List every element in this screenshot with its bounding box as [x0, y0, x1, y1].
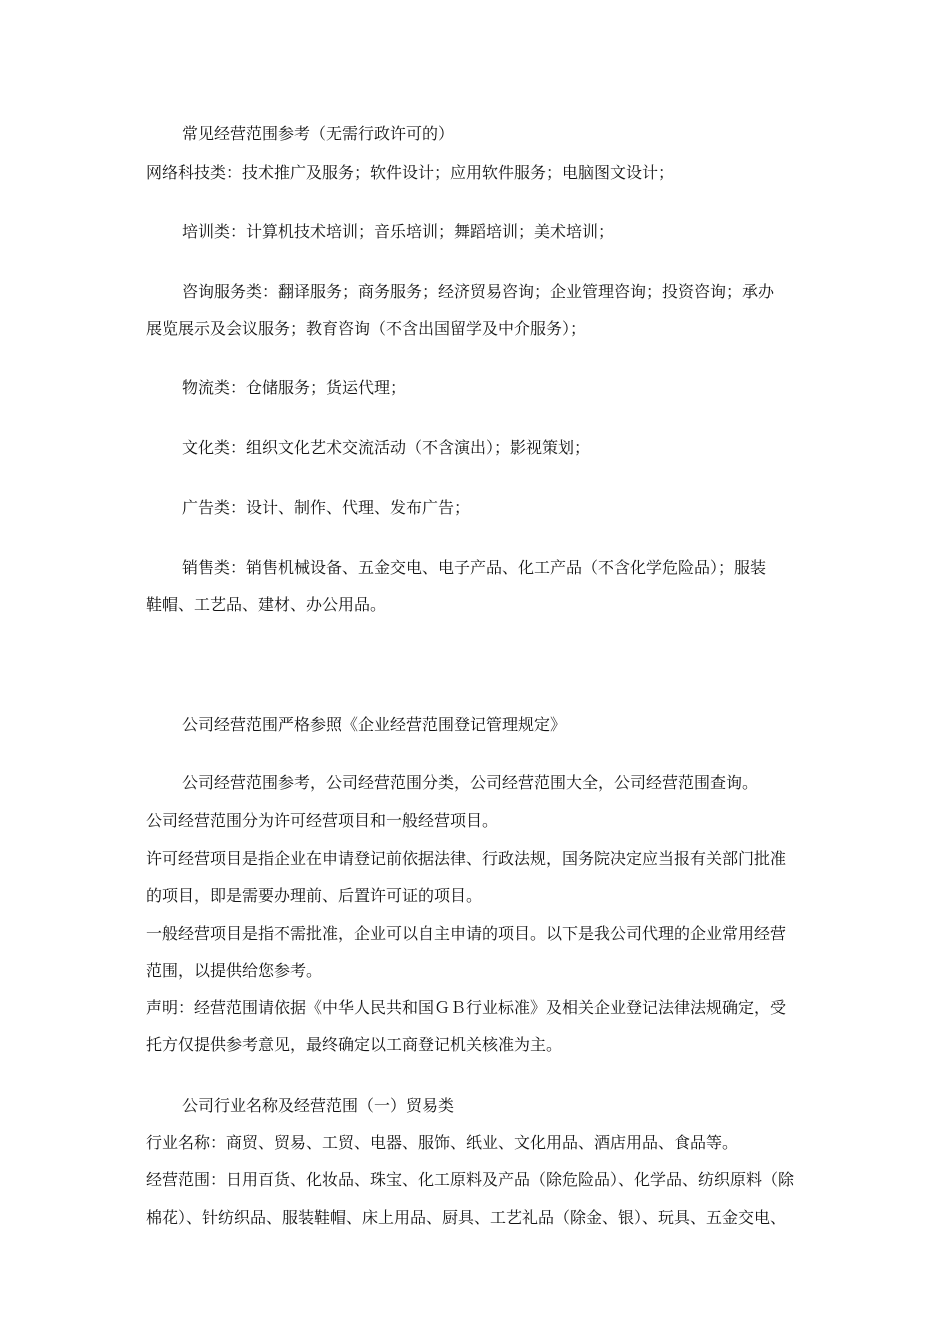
consulting-line-2: 展览展示及会议服务；教育咨询（不含出国留学及中介服务）； [146, 319, 587, 338]
scope-line-1: 经营范围：日用百货、化妆品、珠宝、化工原料及产品（除危险品）、化学品、纺织原料（除 [146, 1170, 795, 1189]
network-tech-line: 网络科技类：技术推广及服务；软件设计；应用软件服务；电脑图文设计； [146, 163, 675, 182]
statement-line-1: 声明：经营范围请依据《中华人民共和国ＧＢ行业标准》及相关企业登记法律法规确定，受 [146, 998, 787, 1017]
sales-line-1: 销售类：销售机械设备、五金交电、电子产品、化工产品（不含化学危险品）；服装 [182, 558, 767, 577]
industry-names-line: 行业名称：商贸、贸易、工贸、电器、服饰、纸业、文化用品、酒店用品、食品等。 [146, 1133, 739, 1152]
statement-line-2: 托方仅提供参考意见，最终确定以工商登记机关核准为主。 [146, 1035, 563, 1054]
section2-heading: 公司经营范围严格参照《企业经营范围登记管理规定》 [182, 715, 567, 734]
section1-title: 常见经营范围参考（无需行政许可的） [182, 124, 455, 143]
advertising-line: 广告类：设计、制作、代理、发布广告； [182, 498, 471, 517]
general-line-2: 范围，以提供给您参考。 [146, 961, 323, 980]
consulting-line-1: 咨询服务类：翻译服务；商务服务；经济贸易咨询；企业管理咨询；投资咨询；承办 [182, 282, 775, 301]
licensed-line-1: 许可经营项目是指企业在申请登记前依据法律、行政法规，国务院决定应当报有关部门批准 [146, 849, 787, 868]
split-line: 公司经营范围分为许可经营项目和一般经营项目。 [146, 811, 499, 830]
licensed-line-2: 的项目，即是需要办理前、后置许可证的项目。 [146, 886, 483, 905]
logistics-line: 物流类：仓储服务；货运代理； [182, 378, 407, 397]
intro-line: 公司经营范围参考，公司经营范围分类，公司经营范围大全，公司经营范围查询。 [182, 773, 759, 792]
general-line-1: 一般经营项目是指不需批准，企业可以自主申请的项目。以下是我公司代理的企业常用经营 [146, 924, 787, 943]
scope-line-2: 棉花）、针纺织品、服装鞋帽、床上用品、厨具、工艺礼品（除金、银）、玩具、五金交电、 [146, 1208, 787, 1227]
section3-heading: 公司行业名称及经营范围（一）贸易类 [182, 1096, 455, 1115]
sales-line-2: 鞋帽、工艺品、建材、办公用品。 [146, 595, 387, 614]
training-line: 培训类：计算机技术培训；音乐培训；舞蹈培训；美术培训； [182, 222, 615, 241]
culture-line: 文化类：组织文化艺术交流活动（不含演出）；影视策划； [182, 438, 591, 457]
